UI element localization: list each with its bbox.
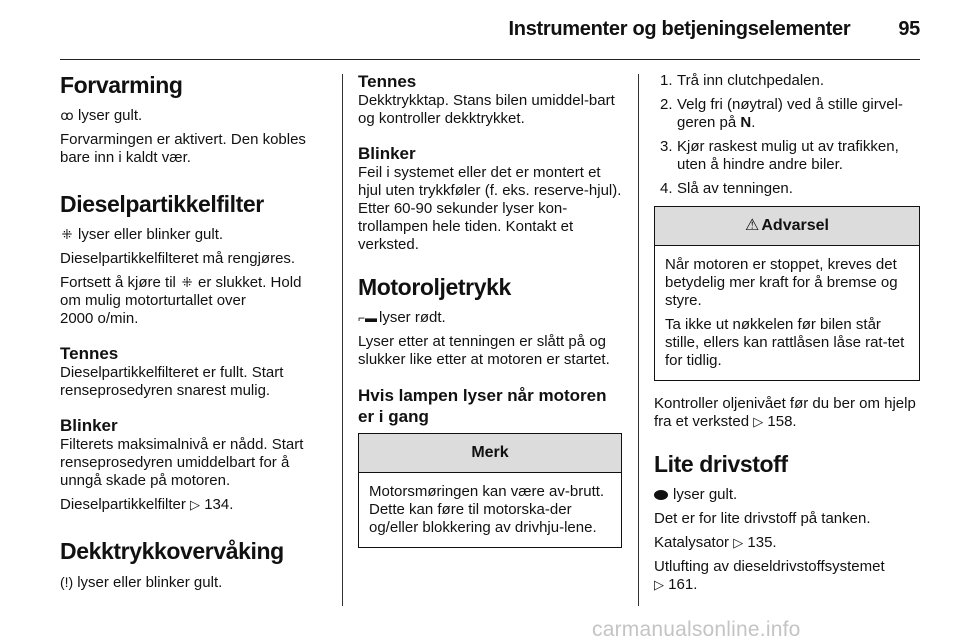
dpf-tennes-heading: Tennes xyxy=(60,344,119,363)
column-divider-1 xyxy=(342,74,343,606)
column-right xyxy=(654,72,920,600)
tyre-pressure-icon: (!) xyxy=(60,574,74,590)
column-left xyxy=(60,72,326,598)
list-item: 4. Slå av tenningen. xyxy=(660,180,793,197)
steps-list xyxy=(654,72,920,198)
oil-level-reference[interactable]: Kontroller oljenivået før du ber om hjelp fra et verksted ▷ 158. xyxy=(654,395,916,430)
tpms-tennes-heading: Tennes xyxy=(358,72,417,91)
header-title: Instrumenter og betjeningselementer xyxy=(508,17,851,40)
dpf-tennes-text: Dieselpartikkelfilteret er fullt. Start renseprosedyren snarest mulig. xyxy=(60,364,284,399)
forvarming-text: Forvarmingen er aktivert. Den kobles bare inn i kaldt vær. xyxy=(60,131,306,166)
bleeding-reference[interactable]: Utlufting av dieseldrivstoffsystemet ▷ 161. xyxy=(654,558,885,593)
dpf-blinker-text: Filterets maksimalnivå er nådd. Start renseprosedyren umiddelbart for å unngå skade på motoren. xyxy=(60,436,304,489)
fuel-heading: Lite drivstoff xyxy=(654,451,788,477)
fuel-text: Det er for lite drivstoff på tanken. xyxy=(654,510,871,527)
page-reference-icon: ▷ xyxy=(733,535,744,550)
page-reference-icon: ▷ xyxy=(753,414,764,429)
oil-subheading: Hvis lampen lyser når motoren er i gang xyxy=(358,386,607,426)
catalyst-reference[interactable]: Katalysator ▷ 135. xyxy=(654,534,777,551)
tpms-heading: Dekktrykkovervåking xyxy=(60,538,284,564)
tpms-blinker-text: Feil i systemet eller det er montert et hjul uten trykkføler (f. eks. reserve-hjul). Etter 60-90 sekunder lyser kon-trollampen hele tiden. Kontakt et verksted. xyxy=(358,164,622,253)
dpf-text-2: Fortsett å kjøre til ⁜ er slukket. Hold om mulig motorturtallet over 2000 o/min. xyxy=(60,274,302,327)
warning-text-1: Når motoren er stoppet, kreves det betydelig mer kraft for å bremse og styre. xyxy=(665,256,898,309)
list-item: 1. Trå inn clutchpedalen. xyxy=(660,72,825,89)
note-box xyxy=(358,433,622,548)
list-item: 2. Velg fri (nøytral) ved å stille girvel-geren på N. xyxy=(660,96,903,131)
tpms-blinker-heading: Blinker xyxy=(358,144,416,163)
warning-text-2: Ta ikke ut nøkkelen før bilen står stille, ellers kan rattlåsen låse rat-tet for tidlig. xyxy=(665,316,905,369)
dpf-heading: Dieselpartikkelfilter xyxy=(60,191,264,217)
dpf-blinker-heading: Blinker xyxy=(60,416,118,435)
page-reference-icon: ▷ xyxy=(654,577,664,592)
oil-heading: Motoroljetrykk xyxy=(358,274,511,300)
page-reference-icon: ▷ xyxy=(190,497,201,512)
header-divider xyxy=(60,59,920,60)
warning-header xyxy=(655,207,919,246)
note-text: Motorsmøringen kan være av-brutt. Dette kan føre til motorska-der og/eller blokkering av drivhju-lene. xyxy=(369,483,605,536)
glow-plug-icon: ꝏ xyxy=(60,108,74,123)
tpms-status: (!) lyser eller blinker gult. xyxy=(60,574,223,591)
oil-status: ⌐▬ lyser rødt. xyxy=(358,309,446,326)
forvarming-heading: Forvarming xyxy=(60,72,183,98)
oil-text: Lyser etter at tenningen er slått på og slukker like etter at motoren er startet. xyxy=(358,333,610,368)
watermark: carmanualsonline.info xyxy=(592,618,801,641)
note-title: Merk xyxy=(359,434,621,473)
tpms-tennes-text: Dekktrykktap. Stans bilen umiddel-bart og kontroller dekktrykket. xyxy=(358,92,615,127)
column-middle xyxy=(358,72,622,562)
fuel-icon xyxy=(654,490,668,500)
particle-filter-icon: ⁜ xyxy=(181,275,193,290)
dpf-reference[interactable]: Dieselpartikkelfilter ▷ 134. xyxy=(60,496,234,513)
forvarming-status: ꝏ lyser gult. xyxy=(60,107,143,124)
warning-title: Advarsel xyxy=(761,217,829,234)
page-header xyxy=(60,14,920,44)
warning-box xyxy=(654,206,920,381)
oil-can-icon: ⌐▬ xyxy=(358,311,378,325)
fuel-status: lyser gult. xyxy=(654,486,920,504)
list-item: 3. Kjør raskest mulig ut av trafikken, uten å hindre andre biler. xyxy=(660,138,899,173)
page-number: 95 xyxy=(898,17,920,40)
dpf-status: ⁜ lyser eller blinker gult. xyxy=(61,226,224,243)
column-divider-2 xyxy=(638,74,639,606)
particle-filter-icon: ⁜ xyxy=(61,227,73,242)
dpf-text-1: Dieselpartikkelfilteret må rengjøres. xyxy=(60,250,296,267)
warning-triangle-icon: ⚠ xyxy=(745,217,760,234)
